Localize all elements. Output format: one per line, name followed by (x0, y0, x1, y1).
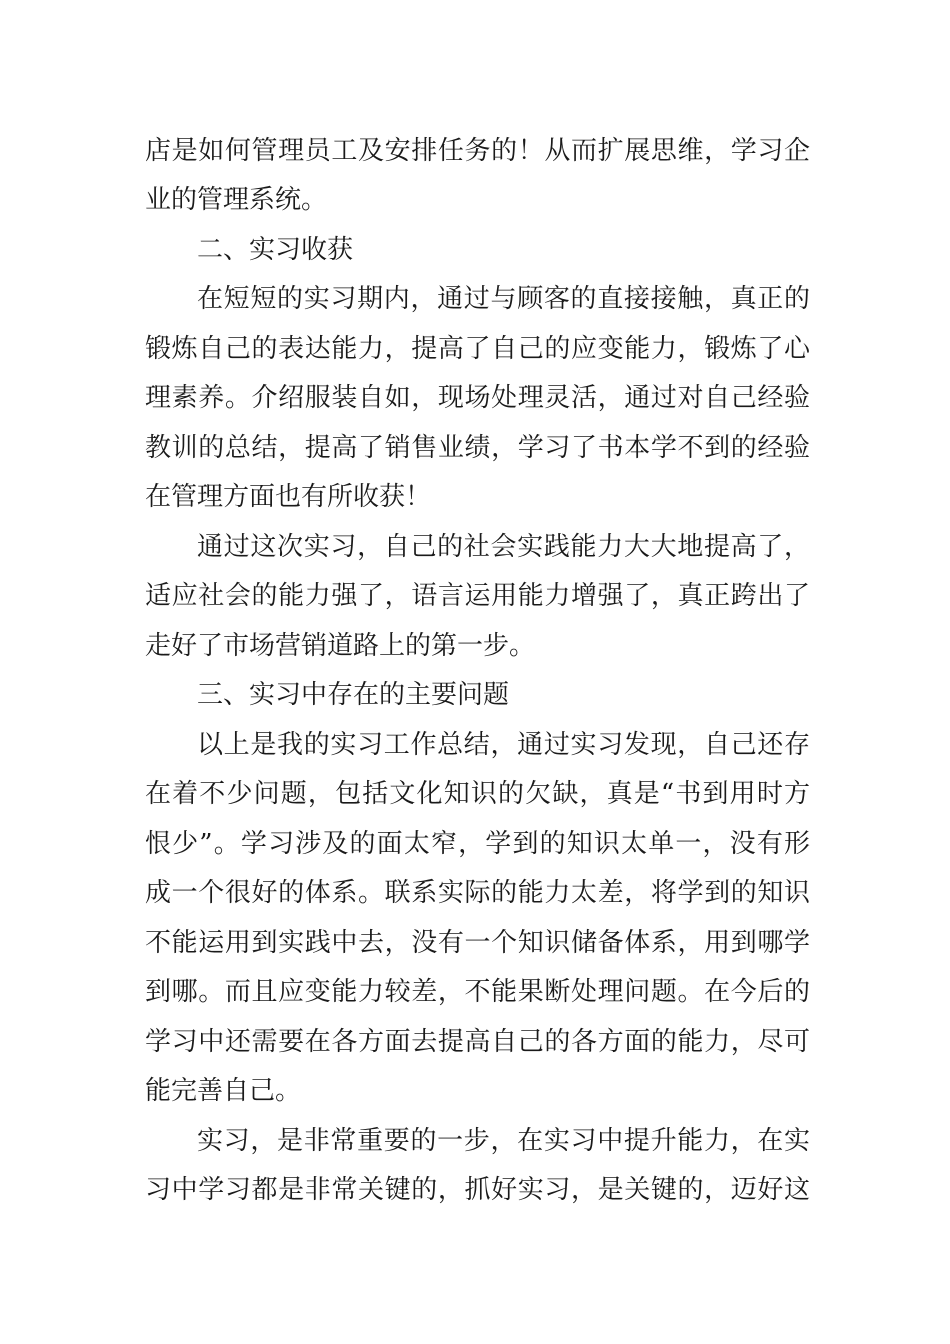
body-text-line: 适应社会的能力强了，语言运用能力增强了，真正跨出了 (145, 581, 810, 611)
body-text-line: 到哪。而且应变能力较差，不能果断处理问题。在今后的 (145, 977, 810, 1007)
section-heading: 三、实习中存在的主要问题 (197, 680, 510, 710)
body-text-line: 能完善自己。 (145, 1076, 302, 1106)
body-text-line: 以上是我的实习工作总结，通过实习发现，自己还存 (197, 730, 810, 760)
body-text-line: 锻炼自己的表达能力，提高了自己的应变能力，锻炼了心 (145, 334, 810, 364)
body-text-line: 恨少”。学习涉及的面太窄，学到的知识太单一，没有形 (145, 829, 810, 859)
body-text-line: 成一个很好的体系。联系实际的能力太差，将学到的知识 (145, 878, 810, 908)
body-text-line: 走好了市场营销道路上的第一步。 (145, 631, 536, 661)
section-heading: 二、实习收获 (197, 235, 354, 265)
body-text-line: 在管理方面也有所收获！ (145, 482, 432, 512)
body-text-line: 教训的总结，提高了销售业绩，学习了书本学不到的经验 (145, 433, 810, 463)
body-text-line: 通过这次实习，自己的社会实践能力大大地提高了， (197, 532, 810, 562)
body-text-line: 学习中还需要在各方面去提高自己的各方面的能力，尽可 (145, 1027, 810, 1057)
body-text-line: 习中学习都是非常关键的，抓好实习，是关键的，迈好这 (145, 1175, 810, 1205)
body-text-line: 理素养。介绍服装自如，现场处理灵活，通过对自己经验 (145, 383, 810, 413)
body-text-line: 不能运用到实践中去，没有一个知识储备体系，用到哪学 (145, 928, 810, 958)
body-text-line: 店是如何管理员工及安排任务的！从而扩展思维，学习企 (145, 136, 810, 166)
body-text-line: 在着不少问题，包括文化知识的欠缺，真是“书到用时方 (145, 779, 810, 809)
body-text-line: 实习，是非常重要的一步，在实习中提升能力，在实 (197, 1126, 810, 1156)
body-text-line: 在短短的实习期内，通过与顾客的直接接触，真正的 (197, 284, 810, 314)
body-text-line: 业的管理系统。 (145, 185, 328, 215)
